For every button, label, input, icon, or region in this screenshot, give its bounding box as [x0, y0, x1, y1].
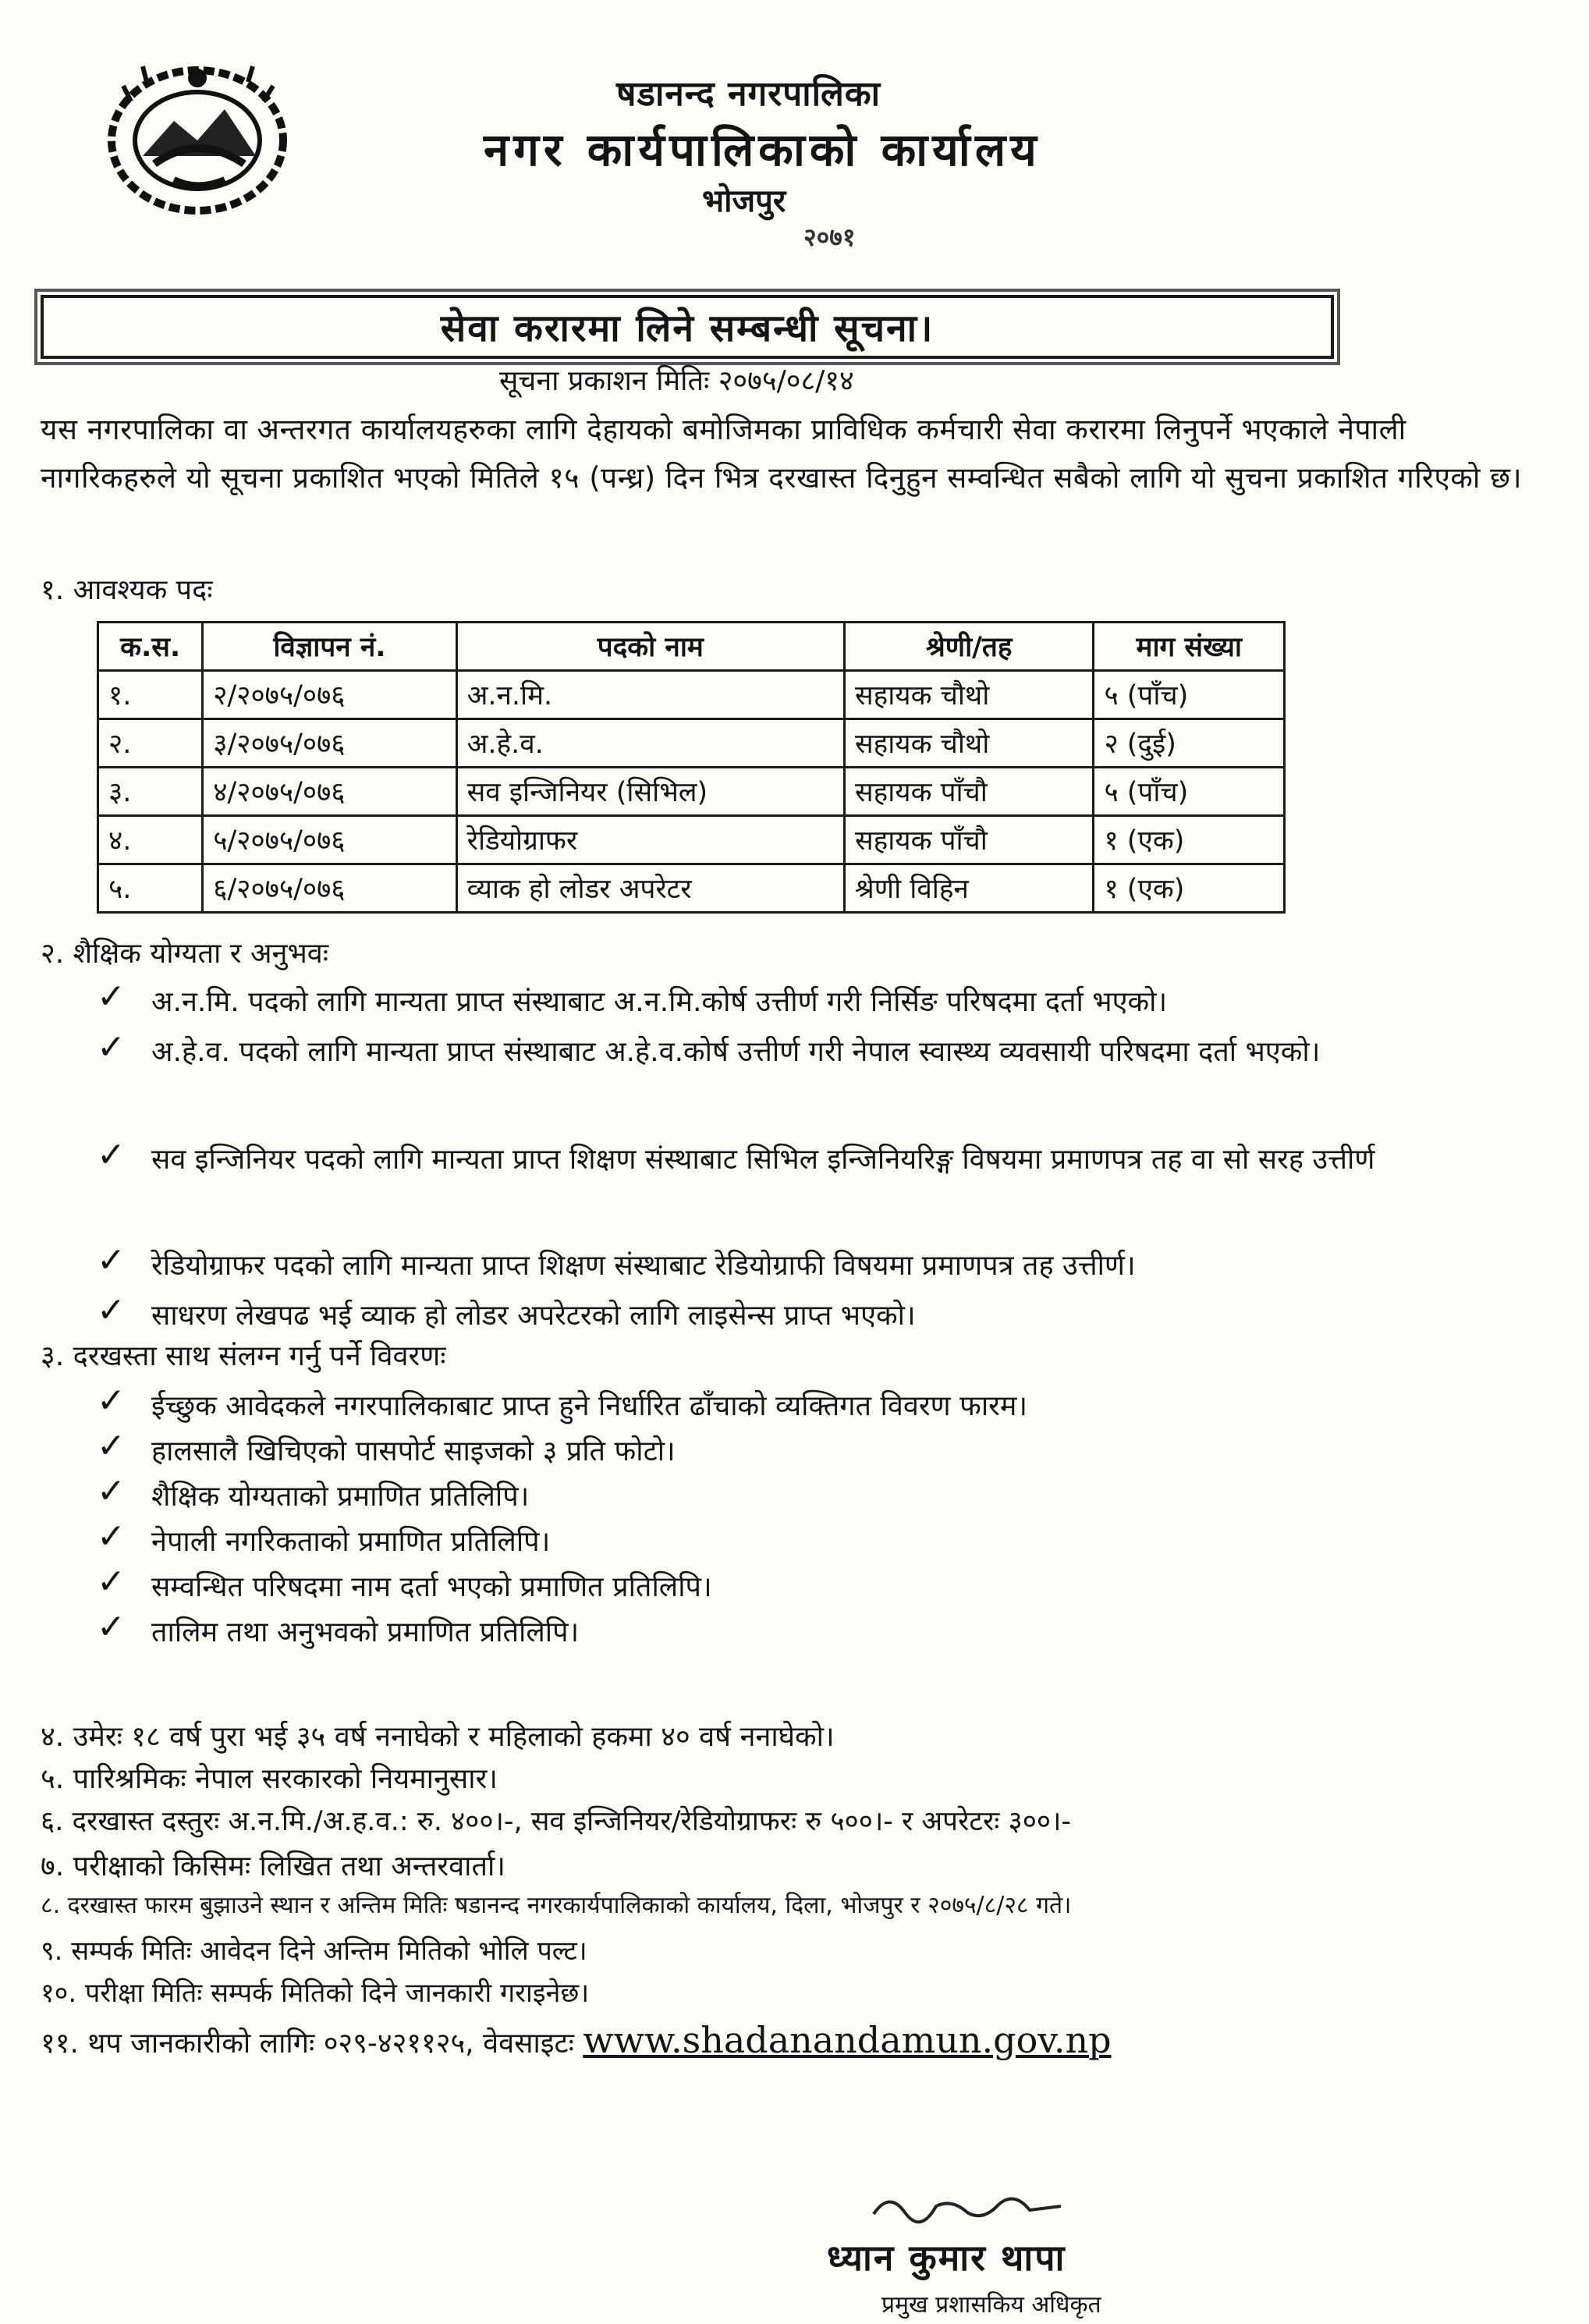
list-item: ✓ रेडियोग्राफर पदको लागि मान्यता प्राप्त शिक्षण संस्थाबाट रेडियोग्राफी विषयमा प्रमाणपत्र तह उत्तीर्ण। [97, 1240, 1136, 1282]
signer-name: ध्यान कुमार थापा [827, 2237, 1066, 2279]
notice-title: सेवा करारमा लिने सम्बन्धी सूचना। [440, 306, 935, 350]
list-item: ✓ सम्वन्धित परिषदमा नाम दर्ता भएको प्रमाणित प्रतिलिपि। [97, 1562, 712, 1603]
table-cell: श्रेणी विहिन [844, 864, 1094, 913]
table-cell: १ (एक) [1094, 816, 1285, 864]
rule-exam-date: १०. परीक्षा मितिः सम्पर्क मितिको दिने जानकारी गराइनेछ। [41, 1978, 590, 2009]
posts-table [97, 621, 1286, 914]
checkmark-icon: ✓ [97, 1290, 126, 1330]
column-header: विज्ञापन नं. [203, 623, 456, 671]
stamp-year: २०७१ [803, 222, 856, 252]
checkmark-icon: ✓ [97, 1607, 126, 1647]
table-cell: ५. [98, 864, 203, 913]
table-cell: ४. [98, 816, 203, 864]
rule-fee: ६. दरखास्त दस्तुरः अ.न.मि./अ.ह.व.: रु. ४००।-, सव इन्जिनियर/रेडियोग्राफरः रु ५००।- र अपरेटरः ३००।- [41, 1806, 1071, 1837]
attachments-list [97, 1381, 1454, 1657]
list-item: ✓ अ.हे.व. पदको लागि मान्यता प्राप्त संस्थाबाट अ.हे.व.कोर्ष उत्तीर्ण गरी नेपाल स्वास्थ्य व्यवसायी परिषदमा दर्ता भएको। [97, 1027, 1321, 1068]
table-cell: १ (एक) [1094, 864, 1285, 913]
table-cell: सहायक चौथो [844, 719, 1094, 768]
list-item: ✓ सव इन्जिनियर पदको लागि मान्यता प्राप्त शिक्षण संस्थाबाट सिभिल इन्जिनियरिङ्ग विषयमा प्रमाणपत्र तह वा सो सरह उत्तीर्ण [97, 1135, 1375, 1176]
section-1-heading: १. आवश्यक पदः [41, 574, 213, 606]
table-cell: १. [98, 671, 203, 719]
table-cell: ६/२०७५/०७६ [203, 864, 456, 913]
column-header: माग संख्या [1094, 623, 1285, 671]
checkmark-icon: ✓ [97, 977, 126, 1017]
municipality-name: षडानन्द नगरपालिका [616, 74, 881, 114]
table-cell: ४/२०७५/०७६ [203, 768, 456, 816]
checkmark-icon: ✓ [97, 1517, 126, 1556]
section-2-heading: २. शैक्षिक योग्यता र अनुभवः [41, 938, 329, 970]
intro-paragraph: यस नगरपालिका वा अन्तरगत कार्यालयहरुका लागि देहायको बमोजिमका प्राविधिक कर्मचारी सेवा करारमा लिनुपर्ने भएकाले नेपाली नागरिकहरुले यो सूचना प्रकाशित भएको मितिले १५ (पन्ध्र) दिन भित्र दरखास्त दिनुहुन सम्वन्धित सबैको लागि यो सुचना प्रकाशित गरिएको छ। [41, 413, 1523, 495]
table-cell: सहायक पाँचौ [844, 768, 1094, 816]
table-cell: रेडियोग्राफर [456, 816, 844, 864]
checkmark-icon: ✓ [97, 1240, 126, 1280]
table-cell: सहायक पाँचौ [844, 816, 1094, 864]
table-row [98, 864, 1285, 913]
qualification-list [97, 977, 1454, 1345]
signature-scribble [866, 2183, 1069, 2230]
column-header: पदको नाम [456, 623, 844, 671]
nepal-emblem-icon [100, 47, 295, 218]
rule-salary: ५. पारिश्रमिकः नेपाल सरकारको नियमानुसार। [41, 1763, 498, 1795]
rule-contact-date: ९. सम्पर्क मितिः आवेदन दिने अन्तिम मितिको भोलि पल्ट। [41, 1935, 587, 1967]
checkmark-icon: ✓ [97, 1027, 126, 1067]
column-header: क.स. [98, 623, 203, 671]
table-cell: सहायक चौथो [844, 671, 1094, 719]
office-name: नगर कार्यपालिकाको कार्यालय [484, 123, 1041, 176]
table-cell: सव इन्जिनियर (सिभिल) [456, 768, 844, 816]
table-cell: २. [98, 719, 203, 768]
rule-exam-type: ७. परीक्षाको किसिमः लिखित तथा अन्तरवार्ता। [41, 1850, 505, 1882]
website-link[interactable]: www.shadanandamun.gov.np [583, 2019, 1112, 2061]
table-cell: व्याक हो लोडर अपरेटर [456, 864, 844, 913]
table-cell: अ.न.मि. [456, 671, 844, 719]
district-name: भोजपुर [702, 183, 786, 219]
section-3-heading: ३. दरखस्ता साथ संलग्न गर्नु पर्ने विवरणः [41, 1340, 446, 1372]
list-item: ✓ ईच्छुक आवेदकले नगरपालिकाबाट प्राप्त हुने निर्धारित ढाँचाको व्यक्तिगत विवरण फारम। [97, 1381, 1028, 1422]
list-item: ✓ नेपाली नगरिकताको प्रमाणित प्रतिलिपि। [97, 1517, 551, 1558]
contact-line [41, 2019, 1112, 2061]
rule-submission: ८. दरखास्त फारम बुझाउने स्थान र अन्तिम मितिः षडानन्द नगरकार्यपालिकाको कार्यालय, दिला, भोजपुर र २०७५/८/२८ गते। [41, 1892, 1072, 1919]
column-header: श्रेणी/तह [844, 623, 1094, 671]
checkmark-icon: ✓ [97, 1471, 126, 1511]
checkmark-icon: ✓ [97, 1381, 126, 1421]
table-cell: ५ (पाँच) [1094, 768, 1285, 816]
rule-age: ४. उमेरः १८ वर्ष पुरा भई ३५ वर्ष ननाघेको र महिलाको हकमा ४० वर्ष ननाघेको। [41, 1721, 835, 1753]
signer-designation: प्रमुख प्रशासकिय अधिकृत [881, 2291, 1101, 2319]
checkmark-icon: ✓ [97, 1562, 126, 1602]
list-item: ✓ हालसालै खिचिएको पासपोर्ट साइजको ३ प्रति फोटो। [97, 1426, 676, 1467]
list-item: ✓ तालिम तथा अनुभवको प्रमाणित प्रतिलिपि। [97, 1607, 580, 1648]
table-row [98, 671, 1285, 719]
contact-label: ११. थप जानकारीको लागिः ०२९-४२११२५, वेवसाइटः [41, 2028, 574, 2060]
table-cell: २/२०७५/०७६ [203, 671, 456, 719]
table-cell: अ.हे.व. [456, 719, 844, 768]
table-header-row [98, 623, 1285, 671]
notice-title-box [41, 295, 1334, 359]
list-item: ✓ अ.न.मि. पदको लागि मान्यता प्राप्त संस्थाबाट अ.न.मि.कोर्ष उत्तीर्ण गरी निर्सिङ परिषदमा दर्ता भएको। [97, 977, 1168, 1018]
list-item: ✓ शैक्षिक योग्यताको प्रमाणित प्रतिलिपि। [97, 1471, 530, 1513]
publication-date: सूचना प्रकाशन मितिः २०७५/०८/१४ [499, 365, 854, 397]
table-cell: ३. [98, 768, 203, 816]
table-row [98, 719, 1285, 768]
table-cell: ५ (पाँच) [1094, 671, 1285, 719]
checkmark-icon: ✓ [97, 1135, 126, 1175]
list-item: ✓ साधरण लेखपढ भई व्याक हो लोडर अपरेटरको लागि लाइसेन्स प्राप्त भएको। [97, 1290, 916, 1332]
table-row [98, 768, 1285, 816]
checkmark-icon: ✓ [97, 1426, 126, 1466]
table-row [98, 816, 1285, 864]
table-cell: ३/२०७५/०७६ [203, 719, 456, 768]
table-cell: २ (दुई) [1094, 719, 1285, 768]
table-cell: ५/२०७५/०७६ [203, 816, 456, 864]
